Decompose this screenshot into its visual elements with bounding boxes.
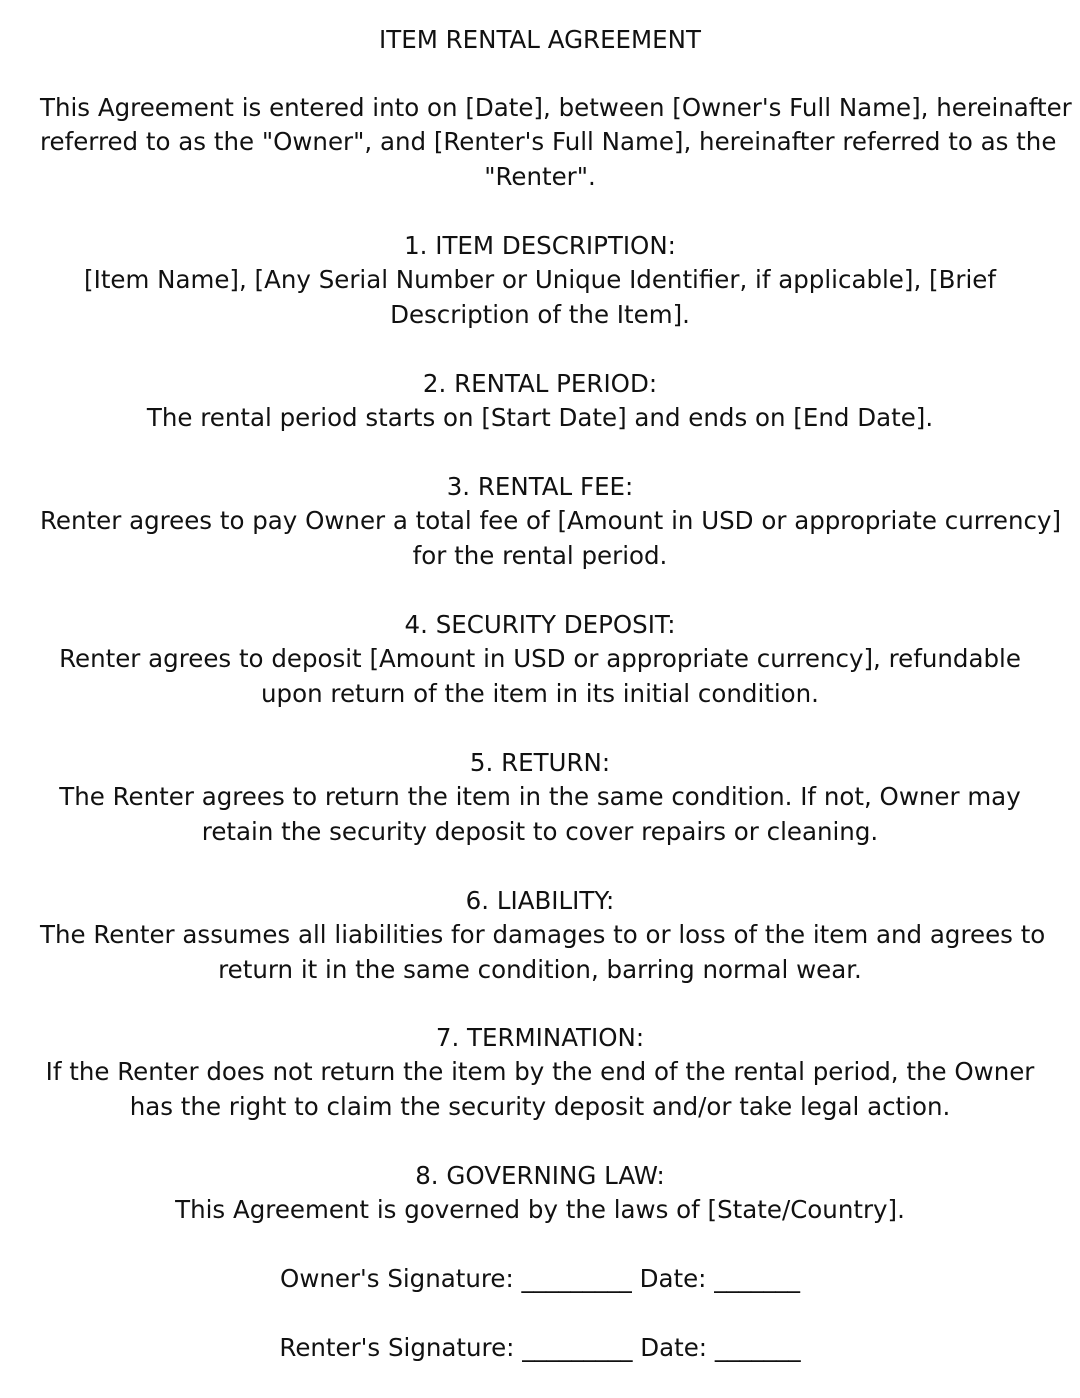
section-heading: 1. ITEM DESCRIPTION: (404, 231, 676, 260)
section-liability (40, 884, 1046, 987)
section-item-description (40, 229, 1040, 332)
section-heading: 3. RENTAL FEE: (446, 472, 634, 501)
section-heading: 7. TERMINATION: (435, 1023, 645, 1052)
section-return (40, 746, 1040, 849)
intro-line: This Agreement is entered into on [Date], between [Owner's Full Name], hereinafter (40, 93, 1072, 122)
section-heading: 6. LIABILITY: (465, 886, 615, 915)
section-governing-law (40, 1159, 1040, 1228)
section-heading: 8. GOVERNING LAW: (415, 1161, 665, 1190)
intro-line: referred to as the "Owner", and [Renter's Full Name], hereinafter referred to as the (40, 127, 1057, 157)
intro-paragraph (40, 91, 1072, 194)
section-line: The Renter assumes all liabilities for damages to or loss of the item and agrees to (40, 920, 1046, 950)
owner-signature-line: Owner's Signature: _________ Date: _______ (280, 1264, 800, 1293)
section-termination (40, 1021, 1040, 1124)
section-line: upon return of the item in its initial condition. (261, 678, 819, 708)
section-line: Description of the Item]. (390, 299, 690, 329)
section-line: return it in the same condition, barring normal wear. (218, 954, 862, 984)
document-title: ITEM RENTAL AGREEMENT (379, 25, 701, 54)
section-line: The Renter agrees to return the item in the same condition. If not, Owner may (59, 782, 1021, 812)
section-heading: 4. SECURITY DEPOSIT: (404, 610, 676, 639)
section-heading: 2. RENTAL PERIOD: (422, 369, 658, 398)
section-line: has the right to claim the security deposit and/or take legal action. (129, 1091, 951, 1121)
section-line: retain the security deposit to cover repairs or cleaning. (201, 816, 879, 846)
section-line: Renter agrees to pay Owner a total fee of [Amount in USD or appropriate currency] (40, 506, 1062, 536)
section-line: for the rental period. (412, 540, 668, 570)
section-rental-fee (40, 470, 1062, 573)
section-line: [Item Name], [Any Serial Number or Unique Identifier, if applicable], [Brief (84, 265, 996, 295)
section-line: This Agreement is governed by the laws of [State/Country]. (175, 1195, 905, 1225)
intro-line: "Renter". (484, 161, 596, 191)
section-security-deposit (40, 608, 1040, 711)
section-line: If the Renter does not return the item by the end of the rental period, the Owner (45, 1057, 1035, 1087)
renter-signature-line: Renter's Signature: _________ Date: _______ (279, 1333, 801, 1362)
section-line: The rental period starts on [Start Date] and ends on [End Date]. (146, 403, 934, 433)
section-heading: 5. RETURN: (469, 748, 611, 777)
section-line: Renter agrees to deposit [Amount in USD or appropriate currency], refundable (59, 644, 1021, 674)
section-rental-period (40, 367, 1040, 436)
